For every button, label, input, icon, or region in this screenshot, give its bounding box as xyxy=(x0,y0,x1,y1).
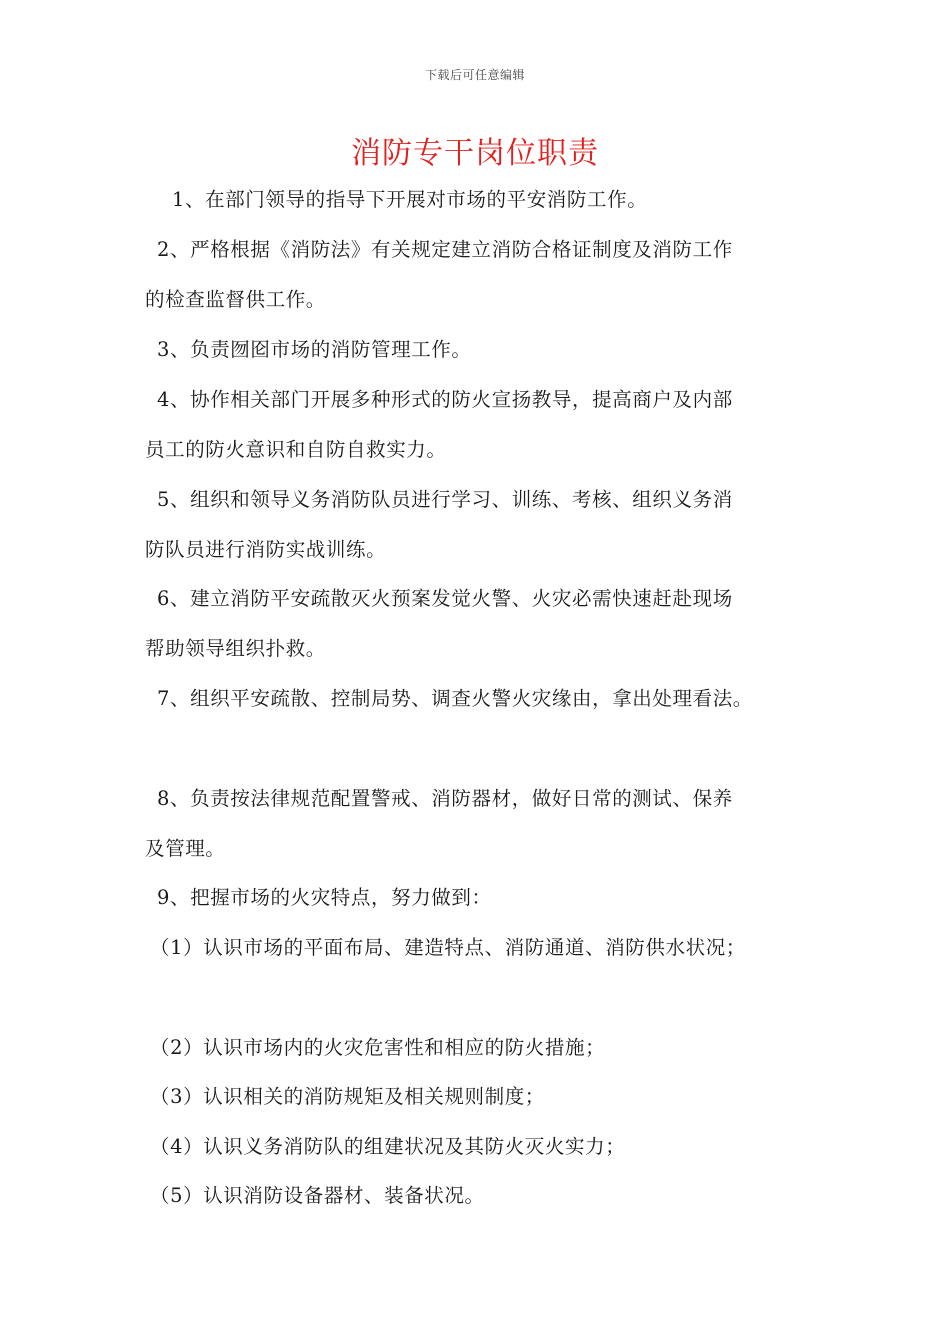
duty-item-6-cont: 帮助领导组织扑救。 xyxy=(145,637,326,660)
sub-item-4: （4）认识义务消防队的组建状况及其防火灭火实力； xyxy=(150,1135,626,1158)
duty-item-2: 2、严格根据《消防法》有关规定建立消防合格证制度及消防工作 xyxy=(157,238,733,261)
duty-item-6: 6、建立消防平安疏散灭火预案发觉火警、火灾必需快速赶赴现场 xyxy=(157,587,733,610)
duty-item-4-cont: 员工的防火意识和自防自救实力。 xyxy=(145,438,447,461)
duty-item-8-cont: 及管理。 xyxy=(145,837,226,860)
duty-item-1: 1、在部门领导的指导下开展对市场的平安消防工作。 xyxy=(172,188,648,211)
duty-item-7: 7、组织平安疏散、控制局势、调查火警火灾缘由，拿出处理看法。 xyxy=(157,687,753,710)
header-note: 下载后可任意编辑 xyxy=(424,68,525,82)
duty-item-4: 4、协作相关部门开展多种形式的防火宣扬教导，提高商户及内部 xyxy=(157,388,733,411)
duty-item-5-cont: 防队员进行消防实战训练。 xyxy=(145,538,387,561)
sub-item-2: （2）认识市场内的火灾危害性和相应的防火措施； xyxy=(150,1036,606,1059)
duty-item-9: 9、把握市场的火灾特点，努力做到： xyxy=(157,886,492,909)
duty-item-3: 3、负责囫囵市场的消防管理工作。 xyxy=(157,338,472,361)
duty-item-5: 5、组织和领导义务消防队员进行学习、训练、考核、组织义务消 xyxy=(157,488,733,511)
page-title: 消防专干岗位职责 xyxy=(351,136,599,171)
sub-item-1: （1）认识市场的平面布局、建造特点、消防通道、消防供水状况； xyxy=(150,936,746,959)
sub-item-3: （3）认识相关的消防规矩及相关规则制度； xyxy=(150,1085,545,1108)
duty-item-2-cont: 的检查监督供工作。 xyxy=(145,288,326,311)
sub-item-5: （5）认识消防设备器材、装备状况。 xyxy=(150,1184,485,1207)
duty-item-8: 8、负责按法律规范配置警戒、消防器材，做好日常的测试、保养 xyxy=(157,787,733,810)
